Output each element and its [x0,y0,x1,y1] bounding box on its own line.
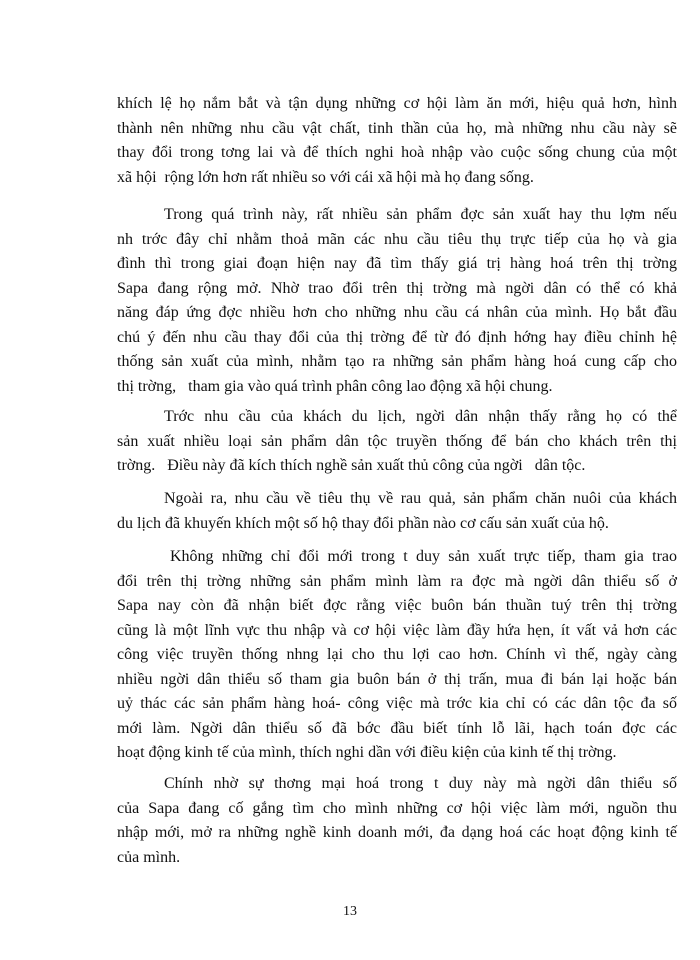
text-line: thống sản xuất của mình, nhằm tạo ra những sản phẩm hàng hoá cung cấp cho [117,353,677,370]
paragraph [117,772,677,870]
text-line: của mình. [117,848,181,866]
paragraph [117,545,677,766]
text-line: hoạt động kinh tế của mình, thích nghi dần với điều kiện của kinh tế thị trờng. [117,744,617,761]
text-line: sản xuất nhiều loại sản phẩm dân tộc truyền thống để bán cho khách trên thị [117,432,677,450]
text-line: trờng. Điều này đã kích thích nghề sản xuất thủ công của ngời dân tộc. [117,457,586,474]
page-number: 13 [343,904,357,919]
text-line: khích lệ họ nắm bắt và tận dụng những cơ hội làm ăn mới, hiệu quả hơn, hình [117,95,677,112]
text-line: năng đáp ứng đợc nhiều hơn cho những nhu cầu cá nhân của mình. Họ bắt đầu [117,304,677,321]
text-line: nh trớc đây chỉ nhằm thoả mãn các nhu cầu tiêu thụ trực tiếp của họ và gia [117,230,677,248]
text-line: đình thì trong giai đoạn hiện nay đã tìm thấy giá trị hàng hoá trên thị trờng [117,255,677,272]
text-line: Không những chỉ đổi mới trong t duy sản xuất trực tiếp, tham gia trao [170,548,677,565]
text-line: công việc truyền thống nhng lại cho thu lợi cao hơn. Chính vì thế, ngày càng [117,646,677,663]
text-line: nhiều ngời dân thiểu số tham gia buôn bán ở thị trấn, mua đi bán lại hoặc bán [117,670,677,688]
text-line: mới làm. Ngời dân thiểu số đã bớc đầu biết tính lỗ lãi, hạch toán đợc các [117,719,677,737]
text-line: của Sapa đang cố gắng tìm cho mình những cơ hội việc làm mới, nguồn thu [117,799,677,817]
text-line: du lịch đã khuyến khích một số hộ thay đổi phần nào cơ cấu sản xuất của hộ. [117,514,609,532]
text-line: đổi trên thị trờng những sản phẩm mình làm ra đợc mà ngời dân thiểu số ở [117,572,677,590]
text-line: Sapa nay còn đã nhận biết đợc rằng việc buôn bán thuần tuý trên thị trờng [117,597,677,614]
paragraph [117,487,677,536]
text-line: Chính nhờ sự thơng mại hoá trong t duy này mà ngời dân thiểu số [164,775,677,792]
text-line: thay đổi trong tơng lai và để thích nghi hoà nhập vào cuộc sống chung của một [117,144,677,161]
text-line: cũng là một lĩnh vực thu nhập và cơ hội việc làm đầy hứa hẹn, ít vất vả hơn các [117,621,677,639]
text-line: thành nên những nhu cầu vật chất, tinh thần của họ, mà những nhu cầu này sẽ [117,119,677,137]
text-line: Ngoài ra, nhu cầu về tiêu thụ về rau quả, sản phẩm chăn nuôi của khách [164,490,677,507]
text-line: thị trờng, tham gia vào quá trình phân công lao động xã hội chung. [117,377,553,395]
text-line: xã hội rộng lớn hơn rất nhiều so với cái xã hội mà họ đang sống. [117,168,534,186]
paragraph [117,203,677,399]
text-line: chú ý đến nhu cầu thay đổi của thị trờng để từ đó định hớng hay điều chỉnh hệ [117,328,677,346]
paragraph [117,405,677,479]
text-line: Sapa đang rộng mở. Nhờ trao đổi trên thị trờng mà ngời dân có thể có khả [117,279,677,297]
text-line: Trớc nhu cầu của khách du lịch, ngời dân nhận thấy rằng họ có thể [164,408,677,425]
paragraph [117,92,677,190]
text-line: nhập mới, mở ra những nghề kinh doanh mới, đa dạng hoá các hoạt động kinh tế [117,824,677,841]
text-line: uỷ thác các sản phẩm hàng hoá- công việc mà trớc kia chỉ có các dân tộc đa số [117,695,677,712]
text-line: Trong quá trình này, rất nhiều sản phẩm đợc sản xuất hay thu lợm nếu [164,206,677,223]
